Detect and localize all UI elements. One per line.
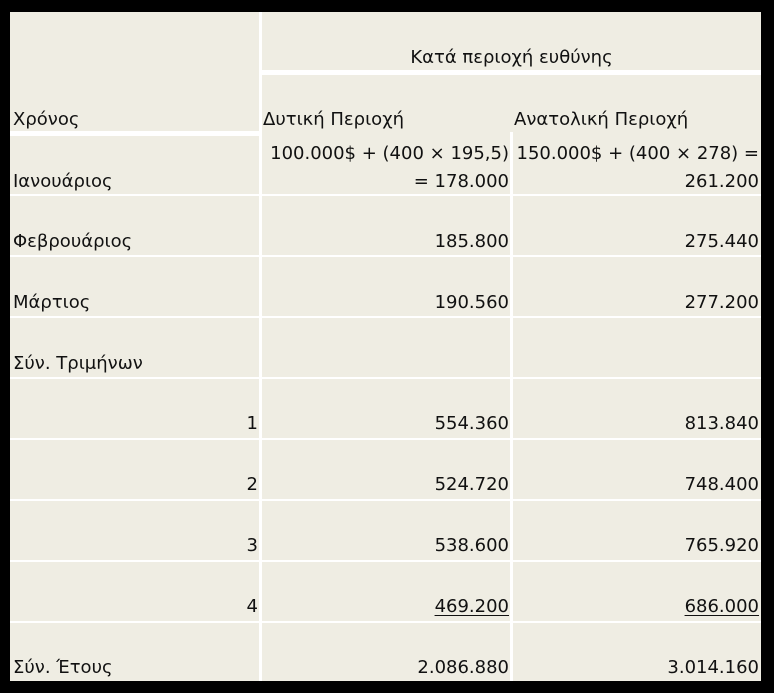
row-label-february: Φεβρουάριος <box>13 231 133 252</box>
cell-east-jan-line2: 261.200 <box>684 171 759 192</box>
cell-east-q4-value: 686.000 <box>684 596 759 617</box>
row-label-march: Μάρτιος <box>13 292 91 313</box>
cell-west-mar: 190.560 <box>434 292 509 313</box>
row-label-q4: 4 <box>246 596 258 617</box>
row-divider <box>10 621 761 623</box>
column-header-west: Δυτική Περιοχή <box>263 109 404 130</box>
row-divider <box>10 560 761 562</box>
row-divider <box>10 377 761 379</box>
group-header: Κατά περιοχή ευθύνης <box>410 47 613 68</box>
cell-east-q1: 813.840 <box>684 413 759 434</box>
cell-west-q2: 524.720 <box>434 474 509 495</box>
cell-east-q3: 765.920 <box>684 535 759 556</box>
cell-west-total: 2.086.880 <box>417 657 509 678</box>
column-divider <box>259 12 262 681</box>
row-divider <box>10 499 761 501</box>
row-label-quarters: Σύν. Τριμήνων <box>13 353 143 374</box>
row-divider <box>10 255 761 257</box>
cell-east-jan-line1: 150.000$ + (400 × 278) = <box>516 143 759 164</box>
column-header-east: Ανατολική Περιοχή <box>514 109 689 130</box>
row-label-q1: 1 <box>246 413 258 434</box>
header-divider <box>259 70 761 75</box>
row-label-q3: 3 <box>246 535 258 556</box>
cell-east-total: 3.014.160 <box>667 657 759 678</box>
header-divider <box>10 131 259 136</box>
cell-west-jan-line1: 100.000$ + (400 × 195,5) <box>270 143 509 164</box>
cell-west-q1: 554.360 <box>434 413 509 434</box>
cell-east-q4 <box>510 596 759 618</box>
cell-west-q4-value: 469.200 <box>434 596 509 617</box>
row-label-q2: 2 <box>246 474 258 495</box>
cell-east-mar: 277.200 <box>684 292 759 313</box>
row-label-year-total: Σύν. Έτους <box>13 657 113 678</box>
column-header-year: Χρόνος <box>13 109 80 130</box>
cell-west-q4 <box>260 596 509 618</box>
row-divider <box>10 438 761 440</box>
cell-west-feb: 185.800 <box>434 231 509 252</box>
row-label-january: Ιανουάριος <box>13 171 113 192</box>
row-divider <box>10 316 761 318</box>
row-divider <box>10 194 761 196</box>
cell-east-q2: 748.400 <box>684 474 759 495</box>
cell-west-q3: 538.600 <box>434 535 509 556</box>
cell-east-feb: 275.440 <box>684 231 759 252</box>
spreadsheet-table <box>10 12 761 681</box>
cell-west-jan-line2: = 178.000 <box>413 171 509 192</box>
